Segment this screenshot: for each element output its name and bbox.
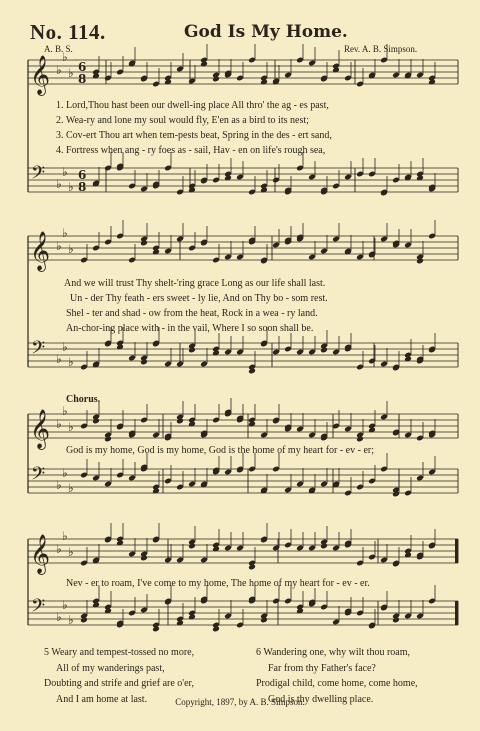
- s1-verse-2: 2. Wea-ry and lone my soul would fly, E'en as a bird to its nest;: [56, 115, 309, 126]
- s2-verse-4: An-chor-ing place with - in the vail, Where I so soon shall be.: [66, 323, 314, 334]
- author-credit: Rev. A. B. Simpson.: [344, 44, 418, 54]
- flat-sign: ♭: [68, 613, 74, 627]
- chorus-lyrics: God is my home, God is my home, God is the home of my heart for - ev - er;: [66, 445, 374, 456]
- hymn-number: No. 114.: [30, 20, 106, 44]
- time-signature: 6: [78, 168, 87, 182]
- refrain-lyrics: Nev - er to roam, I've come to my home, The home of my heart for - ev - er.: [66, 578, 370, 589]
- flat-sign: ♭: [56, 177, 62, 191]
- flat-sign: ♭: [56, 352, 62, 366]
- flat-sign: ♭: [56, 542, 62, 556]
- flat-sign: ♭: [62, 165, 68, 179]
- composer-credit: A. B. S.: [44, 44, 73, 54]
- s2-verse-2: Un - der Thy feath - ers sweet - ly lie, And on Thy bo - som rest.: [70, 293, 328, 304]
- s1-verse-4: 4. Fortress when ang - ry foes as - sail, Hav - en on life's rough sea,: [56, 145, 326, 156]
- system-2-bass-clef: 𝄢: [31, 338, 46, 363]
- flat-sign: ♭: [68, 180, 74, 194]
- time-signature: 6: [78, 60, 87, 74]
- flat-sign: ♭: [68, 355, 74, 369]
- flat-sign: ♭: [68, 420, 74, 434]
- flat-sign: ♭: [62, 340, 68, 354]
- s1-verse-3: 3. Cov-ert Thou art when tem-pests beat, Spring in the des - ert sand,: [56, 130, 332, 141]
- flat-sign: ♭: [62, 466, 68, 480]
- final-barline: [455, 601, 458, 625]
- system-3-treble-clef: 𝄞: [30, 409, 51, 449]
- flat-sign: ♭: [68, 545, 74, 559]
- flat-sign: ♭: [56, 239, 62, 253]
- flat-sign: ♭: [68, 242, 74, 256]
- flat-sign: ♭: [62, 226, 68, 240]
- verse-5-line: 5 Weary and tempest-tossed no more,: [44, 647, 195, 658]
- system-3-bass-clef: 𝄢: [31, 464, 46, 489]
- verse-6-line: God is thy dwelling place.: [268, 693, 374, 705]
- time-signature: 8: [78, 72, 87, 86]
- verse-6-line: Prodigal child, come home, come home,: [256, 678, 418, 689]
- verse-6-line: 6 Wandering one, why wilt thou roam,: [256, 647, 410, 658]
- flat-sign: ♭: [62, 404, 68, 418]
- s2-verse-1: And we will trust Thy shelt-'ring grace Long as our life shall last.: [64, 278, 326, 289]
- flat-sign: ♭: [56, 478, 62, 492]
- system-2-treble-clef: 𝄞: [30, 231, 51, 271]
- copyright-notice: Copyright, 1897, by A. B. Simpson.: [175, 697, 305, 707]
- verse-5-line: Doubting and strife and grief are o'er,: [44, 678, 194, 689]
- time-signature: 8: [78, 180, 87, 194]
- verse-5-line: And I am home at last.: [56, 693, 148, 705]
- system-4-bass-clef: 𝄢: [31, 596, 46, 621]
- final-barline: [455, 539, 458, 563]
- flat-sign: ♭: [68, 66, 74, 80]
- flat-sign: ♭: [56, 610, 62, 624]
- flat-sign: ♭: [62, 529, 68, 543]
- chorus-label: Chorus.: [66, 394, 101, 405]
- hymn-title: God Is My Home.: [184, 22, 348, 42]
- flat-sign: ♭: [56, 417, 62, 431]
- s1-verse-1: 1. Lord,Thou hast been our dwell-ing place All thro' the ag - es past,: [56, 100, 329, 111]
- system-1-treble-clef: 𝄞: [30, 55, 51, 95]
- flat-sign: ♭: [68, 481, 74, 495]
- system-4-treble-clef: 𝄞: [30, 534, 51, 574]
- flat-sign: ♭: [62, 598, 68, 612]
- flat-sign: ♭: [56, 63, 62, 77]
- verse-6-line: Far from thy Father's face?: [268, 662, 376, 674]
- system-1-bass-clef: 𝄢: [31, 163, 46, 188]
- s2-verse-3: Shel - ter and shad - ow from the heat, Rock in a wea - ry land.: [66, 308, 318, 319]
- flat-sign: ♭: [62, 50, 68, 64]
- verse-5-line: All of my wanderings past,: [56, 662, 165, 674]
